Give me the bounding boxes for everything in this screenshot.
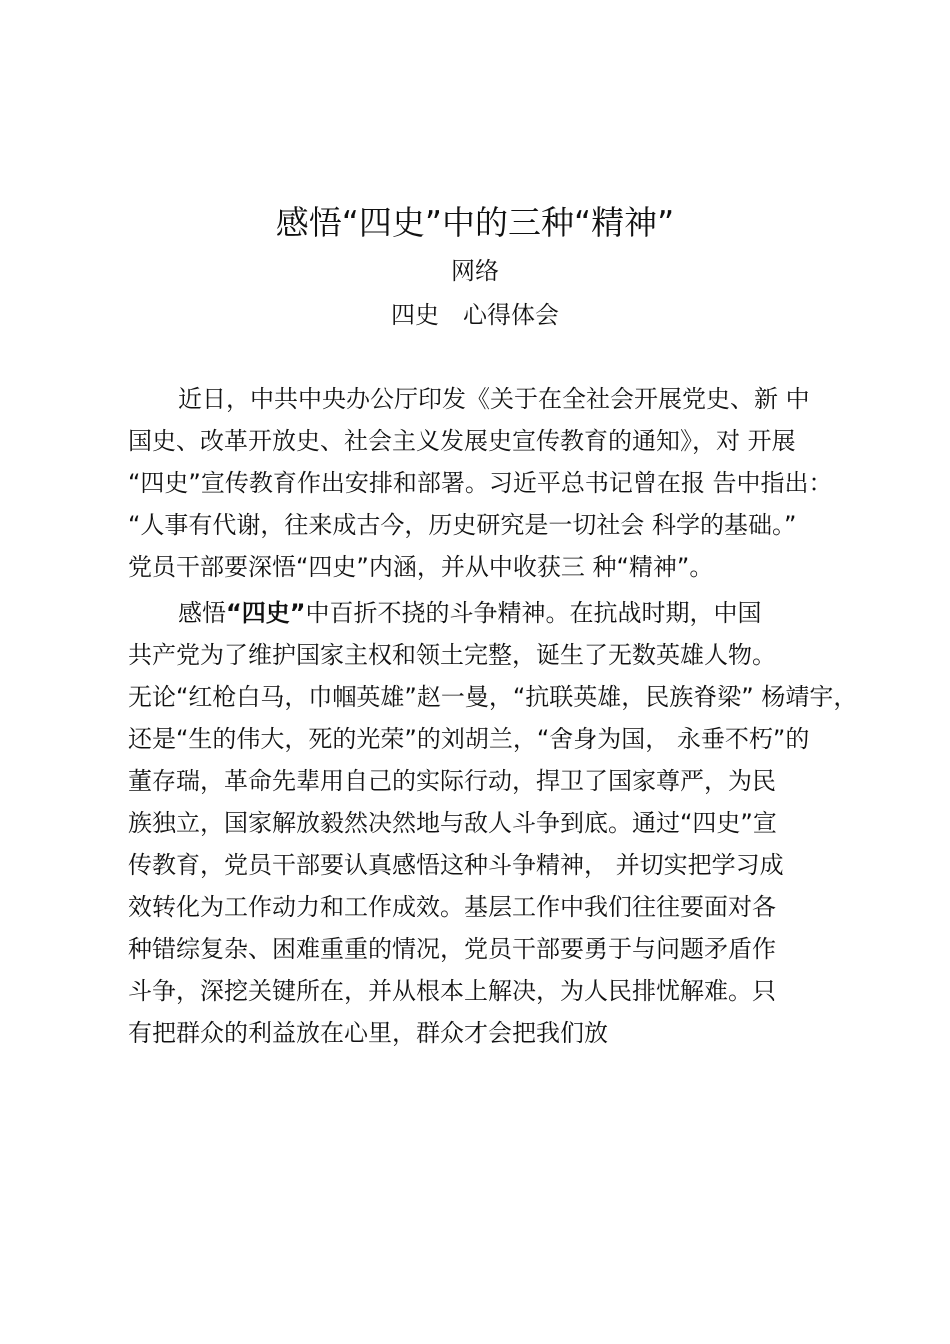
paragraph-2-lead-rest: 中百折不挠的斗争精神。在抗战时期，中国 (305, 599, 762, 627)
paragraph-2-line (178, 597, 762, 629)
paragraph-1-line: 党员干部要深悟“四史”内涵，并从中收获三 种“精神”。 (128, 553, 714, 581)
paragraph-2-line: 共产党为了维护国家主权和领土完整，诞生了无数英雄人物。 (128, 641, 776, 669)
paragraph-2-line: 效转化为工作动力和工作成效。基层工作中我们往往要面对各 (128, 893, 776, 921)
paragraph-2-lead-bold: “四史” (226, 599, 306, 627)
article-source: 网络 (451, 257, 499, 285)
paragraph-2-line: 有把群众的利益放在心里，群众才会把我们放 (128, 1019, 608, 1047)
paragraph-2-line: 董存瑞，革命先辈用自己的实际行动，捍卫了国家尊严，为民 (128, 767, 776, 795)
tag-item: 四史 (391, 301, 439, 329)
paragraph-2-line: 种错综复杂、困难重重的情况，党员干部要勇于与问题矛盾作 (128, 935, 776, 963)
paragraph-1-line: 国史、改革开放史、社会主义发展史宣传教育的通知》，对 开展 (128, 427, 796, 455)
paragraph-2-line: 还是“生的伟大，死的光荣”的刘胡兰，“舍身为国， 永垂不朽”的 (128, 725, 810, 753)
paragraph-1-line: 近日，中共中央办公厅印发《关于在全社会开展党史、新 中 (178, 385, 810, 413)
article-tags (0, 299, 950, 331)
paragraph-2-line: 无论“红枪白马，巾帼英雄”赵一曼，“抗联英雄，民族脊梁” 杨靖宇， (128, 683, 858, 711)
tag-item: 心得体会 (463, 301, 559, 329)
page-title: 感悟“四史”中的三种“精神” (275, 203, 675, 242)
paragraph-2-lead: 感悟 (178, 599, 226, 627)
paragraph-2-line: 传教育，党员干部要认真感悟这种斗争精神， 并切实把学习成 (128, 851, 784, 879)
paragraph-2-line: 族独立，国家解放毅然决然地与敌人斗争到底。通过“四史”宣 (128, 809, 777, 837)
paragraph-1-line: “人事有代谢，往来成古今，历史研究是一切社会 科学的基础。” (128, 511, 797, 539)
paragraph-2-line: 斗争，深挖关键所在，并从根本上解决，为人民排忧解难。只 (128, 977, 776, 1005)
paragraph-1-line: “四史”宣传教育作出安排和部署。习近平总书记曾在报 告中指出： (128, 469, 833, 497)
